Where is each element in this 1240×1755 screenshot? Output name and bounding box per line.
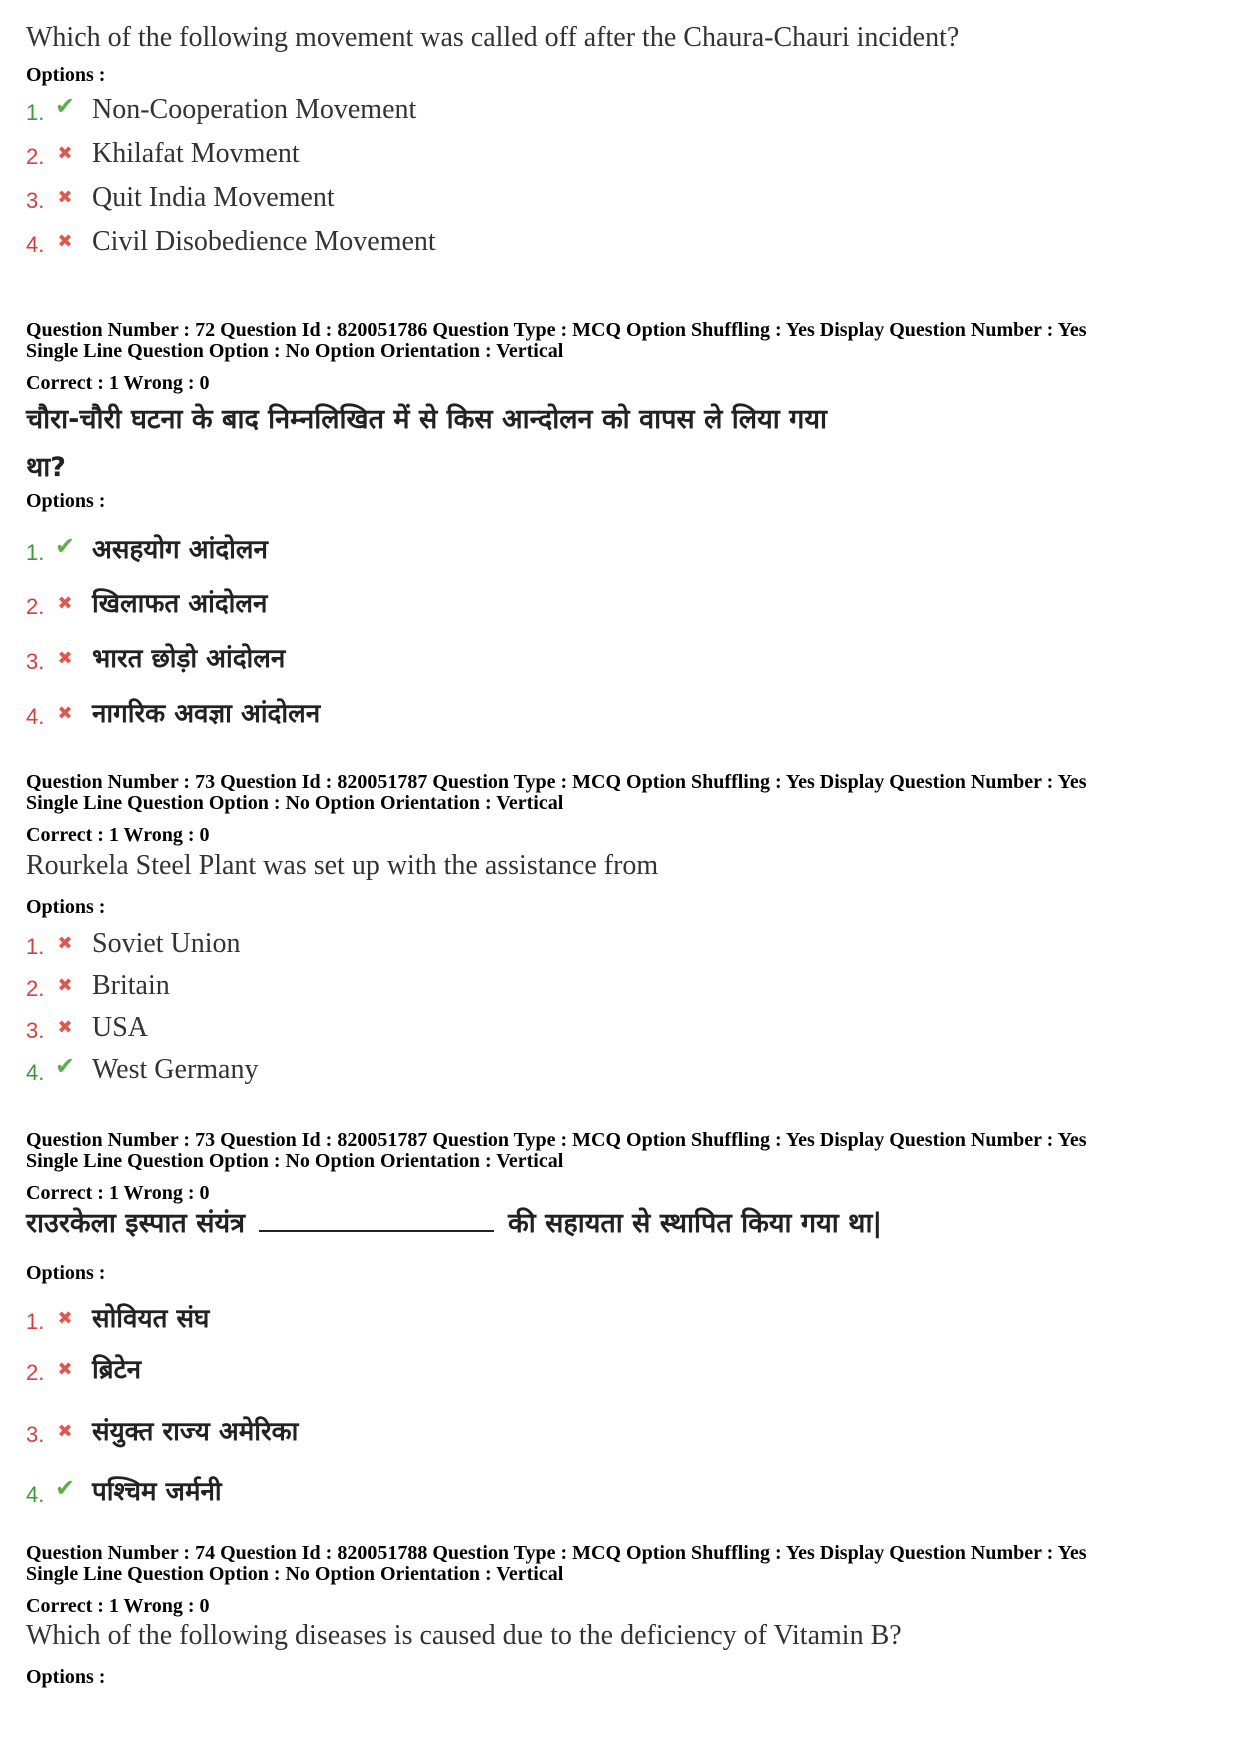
check-icon: ✔ (54, 92, 76, 120)
check-icon: ✔ (54, 1052, 76, 1080)
option-row (26, 1295, 209, 1335)
option-row (26, 1004, 148, 1044)
option-number: 1. (26, 934, 45, 959)
score-line: Correct : 1 Wrong : 0 (26, 1595, 210, 1617)
meta-line-2: Single Line Question Option : No Option Orientation : Vertical (26, 1563, 564, 1585)
option-row (26, 1346, 141, 1386)
option-text: खिलाफत आंदोलन (92, 589, 268, 619)
score-line: Correct : 1 Wrong : 0 (26, 824, 210, 846)
option-number: 1. (26, 540, 45, 565)
option-row (26, 1408, 298, 1448)
option-row (26, 635, 285, 675)
cross-icon: ✖ (57, 703, 73, 724)
option-row (26, 130, 300, 170)
cross-icon: ✖ (57, 187, 73, 208)
score-line: Correct : 1 Wrong : 0 (26, 1182, 210, 1204)
option-row (26, 174, 335, 214)
question-71-text: Which of the following movement was called off after the Chaura-Chauri incident? (26, 22, 960, 53)
cross-icon: ✖ (57, 648, 73, 669)
cross-icon: ✖ (57, 1017, 73, 1038)
meta-line-1: Question Number : 73 Question Id : 820051787 Question Type : MCQ Option Shuffling : Yes Display Question Number : Yes (26, 771, 1087, 793)
option-number: 4. (26, 704, 45, 729)
option-text: Soviet Union (92, 928, 241, 959)
cross-icon: ✖ (57, 1359, 73, 1380)
option-number: 3. (26, 1422, 45, 1447)
option-number: 3. (26, 649, 45, 674)
option-row (26, 1046, 258, 1086)
question-part-2: की सहायता से स्थापित किया गया था| (508, 1208, 883, 1239)
option-number: 2. (26, 594, 45, 619)
question-73-text: Rourkela Steel Plant was set up with the assistance from (26, 850, 659, 881)
meta-line-1: Question Number : 72 Question Id : 820051786 Question Type : MCQ Option Shuffling : Yes Display Question Number : Yes (26, 319, 1087, 341)
fill-blank (259, 1200, 494, 1232)
options-label: Options : (26, 896, 106, 918)
option-number: 3. (26, 188, 45, 213)
question-part-1: राउरकेला इस्पात संयंत्र (26, 1208, 246, 1239)
check-icon: ✔ (54, 1474, 76, 1502)
cross-icon: ✖ (57, 1308, 73, 1329)
option-row (26, 218, 436, 258)
question-72-text (26, 396, 1216, 492)
option-text: Quit India Movement (92, 182, 335, 213)
option-number: 3. (26, 1018, 45, 1043)
question-line-2: था? (26, 452, 66, 483)
option-text: Khilafat Movment (92, 138, 300, 169)
question-74-text: Which of the following diseases is caused due to the deficiency of Vitamin B? (26, 1620, 902, 1651)
options-label: Options : (26, 64, 106, 86)
cross-icon: ✖ (57, 231, 73, 252)
question-line-1: चौरा-चौरी घटना के बाद निम्नलिखित में से किस आन्दोलन को वापस ले लिया गया (26, 404, 827, 435)
option-number: 4. (26, 1482, 45, 1507)
option-text: Britain (92, 970, 170, 1001)
check-icon: ✔ (54, 532, 76, 560)
option-row (26, 962, 170, 1002)
option-number: 4. (26, 232, 45, 257)
option-row (26, 526, 268, 566)
option-text: USA (92, 1012, 149, 1043)
cross-icon: ✖ (57, 593, 73, 614)
option-row (26, 580, 267, 620)
option-number: 2. (26, 144, 45, 169)
option-text: West Germany (92, 1054, 259, 1085)
option-number: 2. (26, 1360, 45, 1385)
question-meta (26, 320, 1216, 362)
meta-line-1: Question Number : 74 Question Id : 820051788 Question Type : MCQ Option Shuffling : Yes Display Question Number : Yes (26, 1542, 1087, 1564)
option-text: Civil Disobedience Movement (92, 226, 436, 257)
meta-line-2: Single Line Question Option : No Option Orientation : Vertical (26, 792, 564, 814)
option-text: पश्चिम जर्मनी (92, 1477, 222, 1507)
option-text: सोवियत संघ (92, 1304, 210, 1334)
option-number: 1. (26, 1309, 45, 1334)
option-text: भारत छोड़ो आंदोलन (92, 644, 286, 674)
question-meta (26, 1130, 1216, 1172)
score-line: Correct : 1 Wrong : 0 (26, 372, 210, 394)
option-text: असहयोग आंदोलन (92, 535, 268, 565)
option-row (26, 86, 416, 126)
option-row (26, 690, 320, 730)
option-text: Non-Cooperation Movement (92, 94, 417, 125)
cross-icon: ✖ (57, 933, 73, 954)
question-meta (26, 772, 1216, 814)
option-number: 4. (26, 1060, 45, 1085)
option-row (26, 1468, 222, 1508)
option-number: 1. (26, 100, 45, 125)
options-label: Options : (26, 1666, 106, 1688)
options-label: Options : (26, 490, 106, 512)
meta-line-1: Question Number : 73 Question Id : 820051787 Question Type : MCQ Option Shuffling : Yes Display Question Number : Yes (26, 1129, 1087, 1151)
option-row (26, 920, 241, 960)
meta-line-2: Single Line Question Option : No Option Orientation : Vertical (26, 340, 564, 362)
question-73-hi-text (26, 1200, 1216, 1248)
option-text: ब्रिटेन (92, 1355, 142, 1385)
cross-icon: ✖ (57, 975, 73, 996)
options-label: Options : (26, 1262, 106, 1284)
option-number: 2. (26, 976, 45, 1001)
question-meta (26, 1543, 1216, 1585)
option-text: नागरिक अवज्ञा आंदोलन (92, 699, 321, 729)
option-text: संयुक्त राज्य अमेरिका (92, 1417, 299, 1447)
cross-icon: ✖ (57, 1421, 73, 1442)
cross-icon: ✖ (57, 143, 73, 164)
meta-line-2: Single Line Question Option : No Option Orientation : Vertical (26, 1150, 564, 1172)
